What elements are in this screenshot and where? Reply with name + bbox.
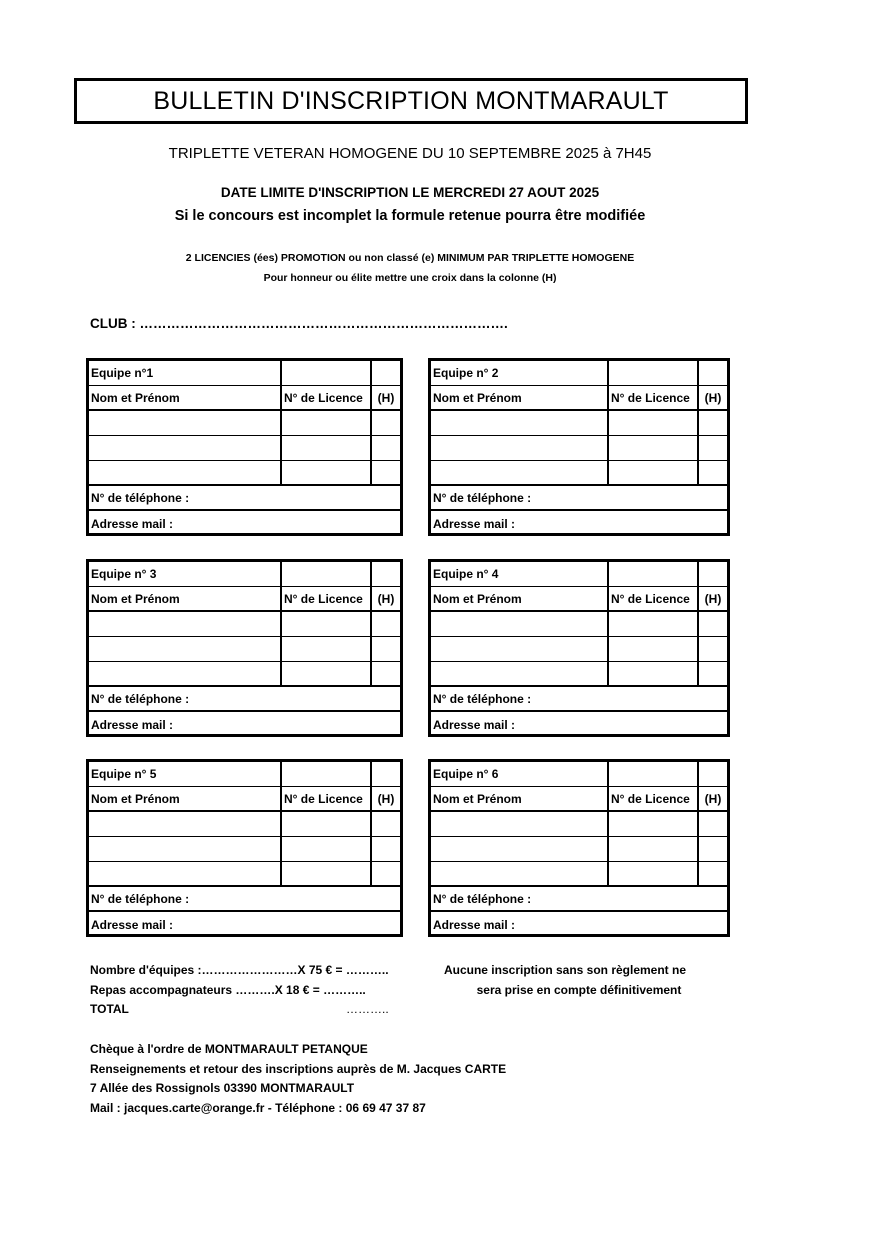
h-header: (H) xyxy=(377,591,395,606)
team-label: Equipe n° 2 xyxy=(431,361,609,385)
deadline-text: DATE LIMITE D'INSCRIPTION LE MERCREDI 27 AOUT 2025 xyxy=(220,185,600,200)
phone-field[interactable]: N° de téléphone : xyxy=(91,891,190,906)
player-name-cell[interactable] xyxy=(431,411,609,435)
player-name-cell[interactable] xyxy=(89,812,282,836)
licence-header: N° de Licence xyxy=(609,386,699,409)
mail-field[interactable]: Adresse mail : xyxy=(433,717,516,732)
player-name-cell[interactable] xyxy=(89,411,282,435)
warning-text: Si le concours est incomplet la formule retenue pourra être modifiée xyxy=(174,208,646,224)
h-cell[interactable] xyxy=(372,436,400,460)
licence-rule: 2 LICENCIES (ées) PROMOTION ou non classé (e) MINIMUM PAR TRIPLETTE HOMOGENE xyxy=(185,252,635,264)
h-cell[interactable] xyxy=(699,612,727,636)
team-table-5 xyxy=(86,759,403,937)
mail-field[interactable]: Adresse mail : xyxy=(91,917,174,932)
h-header: (H) xyxy=(377,390,395,405)
licence-cell[interactable] xyxy=(609,436,699,460)
honour-rule: Pour honneur ou élite mettre une croix dans la colonne (H) xyxy=(263,272,557,284)
licence-cell[interactable] xyxy=(609,411,699,435)
player-name-cell[interactable] xyxy=(431,612,609,636)
name-header: Nom et Prénom xyxy=(89,787,282,810)
player-name-cell[interactable] xyxy=(431,837,609,861)
h-cell[interactable] xyxy=(699,812,727,836)
licence-cell[interactable] xyxy=(609,461,699,484)
licence-header: N° de Licence xyxy=(609,787,699,810)
player-name-cell[interactable] xyxy=(89,612,282,636)
event-title: TRIPLETTE VETERAN HOMOGENE DU 10 SEPTEMBRE 2025 à 7H45 xyxy=(168,145,652,162)
licence-header: N° de Licence xyxy=(282,386,372,409)
h-cell[interactable] xyxy=(372,837,400,861)
mail-field[interactable]: Adresse mail : xyxy=(91,717,174,732)
team-label: Equipe n° 4 xyxy=(431,562,609,586)
h-cell[interactable] xyxy=(372,411,400,435)
name-header: Nom et Prénom xyxy=(89,386,282,409)
licence-cell[interactable] xyxy=(282,436,372,460)
licence-cell[interactable] xyxy=(609,662,699,685)
player-name-cell[interactable] xyxy=(89,837,282,861)
name-header: Nom et Prénom xyxy=(431,386,609,409)
phone-field[interactable]: N° de téléphone : xyxy=(433,691,532,706)
h-cell[interactable] xyxy=(372,461,400,484)
team-label: Equipe n° 5 xyxy=(89,762,282,786)
phone-field[interactable]: N° de téléphone : xyxy=(433,490,532,505)
h-cell[interactable] xyxy=(699,862,727,885)
licence-cell[interactable] xyxy=(609,837,699,861)
player-name-cell[interactable] xyxy=(431,461,609,484)
mail-field[interactable]: Adresse mail : xyxy=(433,917,516,932)
teams-fee-line[interactable]: Nombre d'équipes :……………………X 75 € = ……….. xyxy=(90,963,389,977)
licence-cell[interactable] xyxy=(282,461,372,484)
h-header: (H) xyxy=(704,390,722,405)
h-cell[interactable] xyxy=(699,411,727,435)
total-label: TOTAL xyxy=(90,1002,129,1016)
h-header: (H) xyxy=(704,591,722,606)
licence-cell[interactable] xyxy=(609,862,699,885)
payment-note-line1: Aucune inscription sans son règlement ne xyxy=(443,963,687,977)
team-label: Equipe n° 6 xyxy=(431,762,609,786)
h-cell[interactable] xyxy=(372,662,400,685)
h-header: (H) xyxy=(377,791,395,806)
form-title: BULLETIN D'INSCRIPTION MONTMARAULT xyxy=(74,78,748,124)
phone-field[interactable]: N° de téléphone : xyxy=(91,490,190,505)
contact-info: Renseignements et retour des inscriptions auprès de M. Jacques CARTE xyxy=(90,1062,507,1076)
player-name-cell[interactable] xyxy=(431,862,609,885)
team-table-1 xyxy=(86,358,403,536)
team-table-6 xyxy=(428,759,730,937)
licence-header: N° de Licence xyxy=(282,587,372,610)
mail-field[interactable]: Adresse mail : xyxy=(91,516,174,531)
licence-cell[interactable] xyxy=(282,837,372,861)
team-label: Equipe n°1 xyxy=(89,361,282,385)
mail-field[interactable]: Adresse mail : xyxy=(433,516,516,531)
h-cell[interactable] xyxy=(699,662,727,685)
address-info: 7 Allée des Rossignols 03390 MONTMARAULT xyxy=(90,1081,355,1095)
h-header: (H) xyxy=(704,791,722,806)
h-cell[interactable] xyxy=(372,812,400,836)
h-cell[interactable] xyxy=(372,862,400,885)
licence-cell[interactable] xyxy=(282,812,372,836)
h-cell[interactable] xyxy=(699,837,727,861)
h-cell[interactable] xyxy=(372,637,400,661)
licence-cell[interactable] xyxy=(282,637,372,661)
player-name-cell[interactable] xyxy=(431,637,609,661)
licence-header: N° de Licence xyxy=(609,587,699,610)
club-field[interactable]: CLUB : ………………………………………………………………………. xyxy=(90,316,508,331)
phone-field[interactable]: N° de téléphone : xyxy=(433,891,532,906)
licence-cell[interactable] xyxy=(609,637,699,661)
licence-header: N° de Licence xyxy=(282,787,372,810)
mail-phone-info: Mail : jacques.carte@orange.fr - Téléphone : 06 69 47 37 87 xyxy=(90,1101,426,1115)
player-name-cell[interactable] xyxy=(89,662,282,685)
meals-fee-line[interactable]: Repas accompagnateurs ……….X 18 € = ……….. xyxy=(90,983,366,997)
team-table-4 xyxy=(428,559,730,737)
total-value[interactable]: ……….. xyxy=(346,1002,389,1016)
player-name-cell[interactable] xyxy=(89,637,282,661)
cheque-info: Chèque à l'ordre de MONTMARAULT PETANQUE xyxy=(90,1042,368,1056)
player-name-cell[interactable] xyxy=(431,662,609,685)
licence-cell[interactable] xyxy=(282,862,372,885)
team-label: Equipe n° 3 xyxy=(89,562,282,586)
h-cell[interactable] xyxy=(699,461,727,484)
phone-field[interactable]: N° de téléphone : xyxy=(91,691,190,706)
licence-cell[interactable] xyxy=(282,411,372,435)
player-name-cell[interactable] xyxy=(89,436,282,460)
player-name-cell[interactable] xyxy=(431,436,609,460)
h-cell[interactable] xyxy=(699,637,727,661)
name-header: Nom et Prénom xyxy=(89,587,282,610)
h-cell[interactable] xyxy=(699,436,727,460)
team-table-3 xyxy=(86,559,403,737)
name-header: Nom et Prénom xyxy=(431,587,609,610)
licence-cell[interactable] xyxy=(282,662,372,685)
player-name-cell[interactable] xyxy=(431,812,609,836)
player-name-cell[interactable] xyxy=(89,862,282,885)
payment-note-line2: sera prise en compte définitivement xyxy=(476,983,682,997)
licence-cell[interactable] xyxy=(282,612,372,636)
licence-cell[interactable] xyxy=(609,612,699,636)
licence-cell[interactable] xyxy=(609,812,699,836)
name-header: Nom et Prénom xyxy=(431,787,609,810)
h-cell[interactable] xyxy=(372,612,400,636)
player-name-cell[interactable] xyxy=(89,461,282,484)
team-table-2 xyxy=(428,358,730,536)
